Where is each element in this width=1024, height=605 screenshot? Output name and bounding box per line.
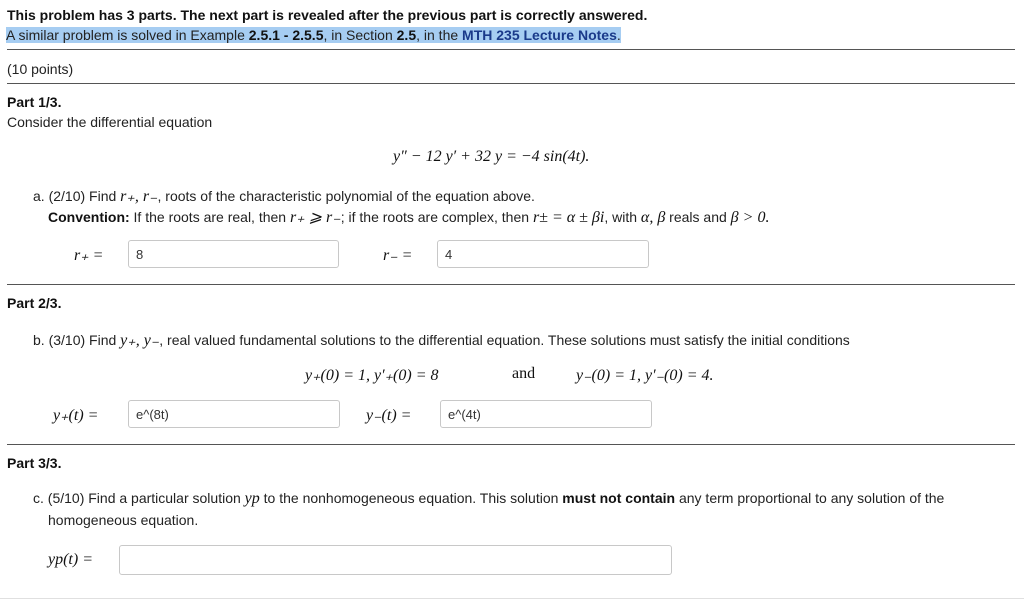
yminus-label: y₋(t) =	[366, 407, 412, 424]
bottom-border	[0, 598, 1024, 599]
notes-end: .	[616, 27, 621, 43]
similar-problem-note	[6, 27, 621, 43]
divider	[7, 83, 1015, 84]
convention	[48, 207, 769, 227]
question-c-bold: must not contain	[562, 490, 676, 506]
example-ref: 2.5.1 - 2.5.5	[248, 27, 324, 43]
differential-equation: y″ − 12 y′ + 32 y = −4 sin(4t).	[393, 148, 590, 165]
lecture-notes-link[interactable]: MTH 235 Lecture Notes	[462, 27, 617, 43]
yp-input[interactable]	[119, 545, 672, 575]
divider	[7, 444, 1015, 445]
yp-label: yp(t) =	[48, 551, 93, 568]
question-c-suffix: any term proportional to any solution of the	[675, 490, 945, 506]
in-section-text: , in Section	[323, 27, 397, 43]
question-a-suffix: , roots of the characteristic polynomial of the equation above.	[157, 188, 535, 204]
rplus-label: r₊ =	[74, 247, 104, 264]
divider	[7, 284, 1015, 285]
conditions-and: and	[512, 365, 536, 382]
section-ref: 2.5	[396, 27, 417, 43]
problem-notice: This problem has 3 parts. The next part is revealed after the previous part is correctly answered.	[7, 7, 648, 23]
similar-prefix: A similar problem is solved in Example	[6, 27, 249, 43]
points-label: (10 points)	[7, 61, 74, 77]
convention-text-3: , with	[604, 209, 641, 225]
yplus-input[interactable]	[128, 400, 340, 428]
question-c-mid: to the nonhomogeneous equation. This solution	[259, 490, 563, 506]
question-b-prefix: b. (3/10) Find	[33, 332, 121, 348]
convention-text-2: ; if the roots are complex, then	[340, 209, 533, 225]
part2-title: Part 2/3.	[7, 295, 62, 311]
yplus-label: y₊(t) =	[53, 407, 99, 424]
question-b-suffix: , real valued fundamental solutions to the differential equation. These solutions must satisfy the initial conditions	[159, 332, 850, 348]
initial-conditions-plus: y₊(0) = 1, y′₊(0) = 8	[305, 367, 439, 384]
question-c-line2: homogeneous equation.	[48, 512, 199, 528]
question-a-prefix: a. (2/10) Find	[33, 188, 121, 204]
question-c	[33, 490, 944, 508]
question-b-vars: y₊, y₋	[120, 332, 160, 349]
convention-math-3: α, β	[640, 209, 666, 226]
convention-math-4: β > 0.	[730, 209, 770, 226]
rplus-input[interactable]	[128, 240, 339, 268]
question-c-prefix: c. (5/10) Find a particular solution	[33, 490, 245, 506]
rminus-label: r₋ =	[383, 247, 413, 264]
convention-math-1: r₊ ⩾ r₋	[289, 209, 341, 226]
question-b	[33, 330, 850, 350]
yminus-input[interactable]	[440, 400, 652, 428]
convention-text-4: reals and	[665, 209, 731, 225]
convention-label: Convention:	[48, 209, 130, 225]
in-the-text: , in the	[416, 27, 463, 43]
convention-math-2: r± = α ± βi	[532, 209, 605, 226]
convention-text-1: If the roots are real, then	[129, 209, 290, 225]
question-c-var: yp	[244, 490, 260, 507]
divider	[7, 49, 1015, 50]
part1-text: Consider the differential equation	[7, 114, 213, 130]
initial-conditions-minus: y₋(0) = 1, y′₋(0) = 4.	[576, 367, 714, 384]
rminus-input[interactable]	[437, 240, 649, 268]
question-a	[33, 186, 535, 206]
part3-title: Part 3/3.	[7, 455, 62, 471]
question-a-vars: r₊, r₋	[120, 188, 158, 205]
part1-title: Part 1/3.	[7, 94, 62, 110]
